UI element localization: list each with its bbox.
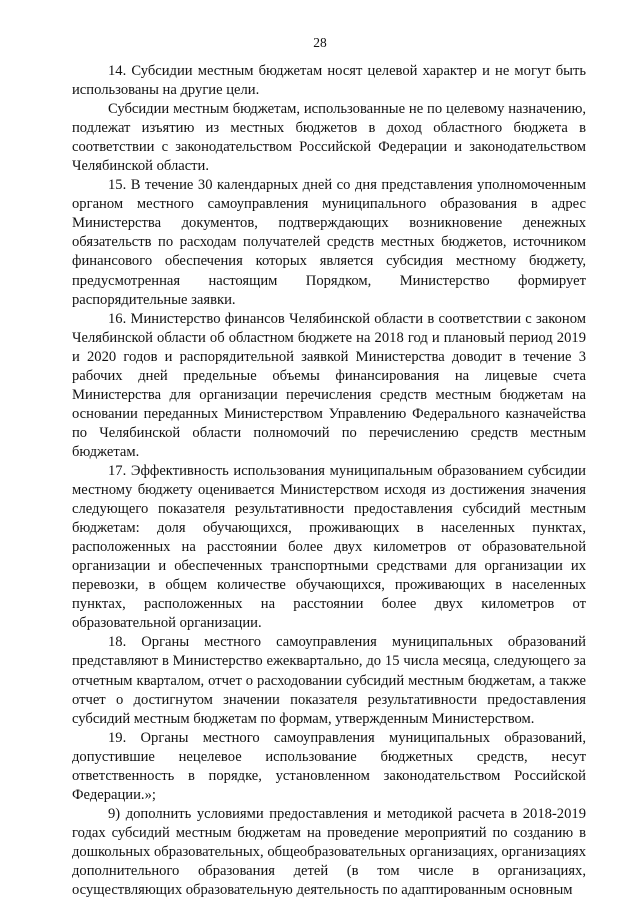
paragraph-item-9: 9) дополнить условиями предоставления и методикой расчета в 2018-2019 годах субсидий местным бюджетам на проведение мероприятий по созданию в дошкольных образовательных, общеобразовательных организациях, организациях дополнительного образования детей (в том числе в организациях, осуществляющих образовательную деятельность по адаптированным основным — [72, 805, 586, 899]
paragraph-19: 19. Органы местного самоуправления муниципальных образований, допустившие нецелевое использование бюджетных средств, несут ответственность в порядке, установленном законодательством Российской Федерации.»; — [72, 729, 586, 803]
paragraph-15: 15. В течение 30 календарных дней со дня представления уполномоченным органом местного самоуправления муниципального образования в адрес Министерства документов, подтверждающих возникновение денежных обязательств по расходам получателей средств местных бюджетов, источником финансового обеспечения которых является субсидия местному бюджету, предусмотренная настоящим Порядком, Министерство формирует распорядительные заявки. — [72, 177, 586, 308]
paragraph-14: 14. Субсидии местным бюджетам носят целевой характер и не могут быть использованы на другие цели. — [72, 63, 586, 99]
paragraph-17: 17. Эффективность использования муниципальным образованием субсидии местному бюджету оценивается Министерством исходя из достижения значения следующего показателя результативности предоставления субсидий местным бюджетам: доля обучающихся, проживающих в населенных пунктах, расположенных на расстоянии более двух километров от образовательной организации и обеспеченных транспортными средствами для организации их перевозки, в общем количестве обучающихся, проживающих в населенных пунктах, расположенных на расстоянии более двух километров от образовательной организации. — [72, 462, 586, 632]
page-number: 28 — [313, 35, 327, 50]
paragraph-18: 18. Органы местного самоуправления муниципальных образований представляют в Министерство ежеквартально, до 15 числа месяца, следующего за отчетным кварталом, отчет о расходовании субсидий местным бюджетам, а также отчет о достигнутом значении показателя результативности предоставления субсидий местным бюджетам по формам, утвержденным Министерством. — [72, 634, 586, 727]
paragraph-16: 16. Министерство финансов Челябинской области в соответствии с законом Челябинской области об областном бюджете на 2018 год и плановый период 2019 и 2020 годов и распорядительной заявкой Министерства доводит в течение 3 рабочих дней предельные объемы финансирования на лицевые счета Министерства для организации перечисления средств местным бюджетам на основании переданных Министерством Управлению Федерального казначейства по Челябинской области полномочий по перечислению средств местным бюджетам. — [72, 310, 586, 460]
paragraph-subsidies-misuse: Субсидии местным бюджетам, использованные не по целевому назначению, подлежат изъятию из местных бюджетов в доход областного бюджета в соответствии с законодательством Российской Федерации и законодательством Челябинской области. — [72, 101, 586, 175]
document-body — [72, 62, 586, 900]
